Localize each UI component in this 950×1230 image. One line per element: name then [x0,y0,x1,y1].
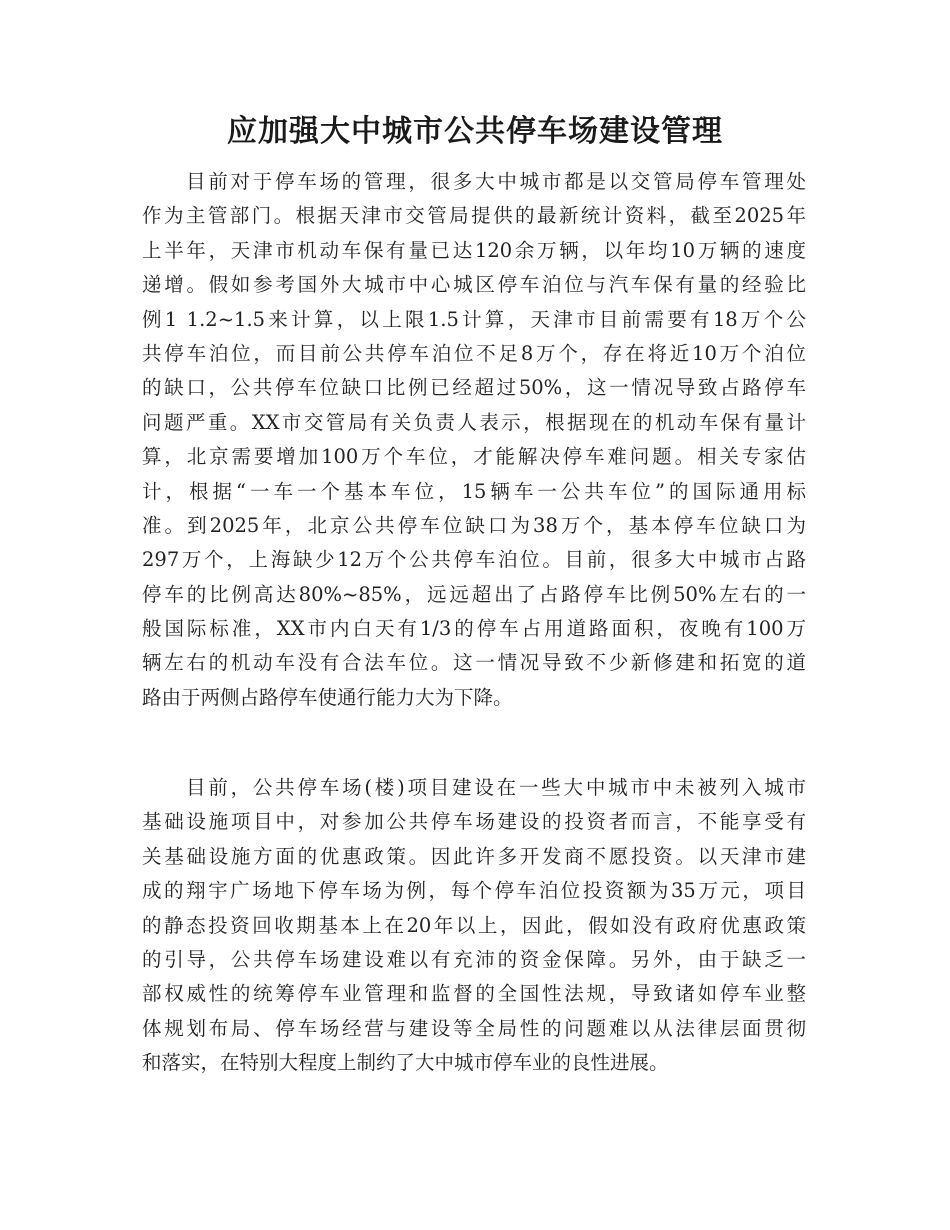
text-line: 和落实，在特别大程度上制约了大中城市停车业的良性进展。 [142,1051,669,1075]
text-line: 的缺口，公共停车位缺口比例已经超过50%，这一情况导致占路停车 [142,376,806,400]
text-line: 辆左右的机动车没有合法车位。这一情况导致不少新修建和拓宽的道 [142,651,806,675]
text-line: 停车的比例高达80%~85%，远远超出了占路停车比例50%左右的一 [142,582,806,606]
text-line: 的静态投资回收期基本上在20年以上，因此，假如没有政府优惠政策 [142,913,806,937]
text-line: 准。到2025年，北京公共停车位缺口为38万个，基本停车位缺口为 [142,513,806,537]
text-line: 部权威性的统筹停车业管理和监督的全国性法规，导致诸如停车业整 [142,982,806,1006]
text-line: 关基础设施方面的优惠政策。因此许多开发商不愿投资。以天津市建 [142,844,806,868]
text-line: 路由于两侧占路停车使通行能力大为下降。 [142,685,513,709]
text-line: 297万个，上海缺少12万个公共停车泊位。目前，很多大中城市占路 [142,548,806,572]
text-line: 例1 1.2~1.5来计算，以上限1.5计算，天津市目前需要有18万个公 [142,307,806,331]
text-line: 计，根据“一车一个基本车位，15辆车一公共车位”的国际通用标 [142,479,806,503]
text-line: 般国际标准，XX市内白天有1/3的停车占用道路面积，夜晚有100万 [142,617,806,641]
text-line: 成的翔宇广场地下停车场为例，每个停车泊位投资额为35万元，项目 [142,879,806,903]
text-line: 作为主管部门。根据天津市交管局提供的最新统计资料，截至2025年 [142,204,806,228]
page-title: 应加强大中城市公共停车场建设管理 [227,114,723,149]
text-line: 问题严重。XX市交管局有关负责人表示，根据现在的机动车保有量计 [142,410,806,434]
paragraph-1 [142,165,806,715]
text-line: 算，北京需要增加100万个车位，才能解决停车难问题。相关专家估 [142,445,806,469]
text-line: 目前对于停车场的管理，很多大中城市都是以交管局停车管理处 [186,170,806,193]
text-line: 共停车泊位，而目前公共停车泊位不足8万个，存在将近10万个泊位 [142,341,806,365]
text-line: 上半年，天津市机动车保有量已达120余万辆，以年均10万辆的速度 [142,238,806,262]
paragraph-2 [142,771,806,1081]
text-line: 目前，公共停车场(楼)项目建设在一些大中城市中未被列入城市 [186,776,806,799]
text-line: 体规划布局、停车场经营与建设等全局性的问题难以从法律层面贯彻 [142,1016,806,1040]
text-line: 基础设施项目中，对参加公共停车场建设的投资者而言，不能享受有 [142,810,806,834]
text-line: 递增。假如参考国外大城市中心城区停车泊位与汽车保有量的经验比 [142,273,806,297]
text-line: 的引导，公共停车场建设难以有充沛的资金保障。另外，由于缺乏一 [142,947,806,971]
